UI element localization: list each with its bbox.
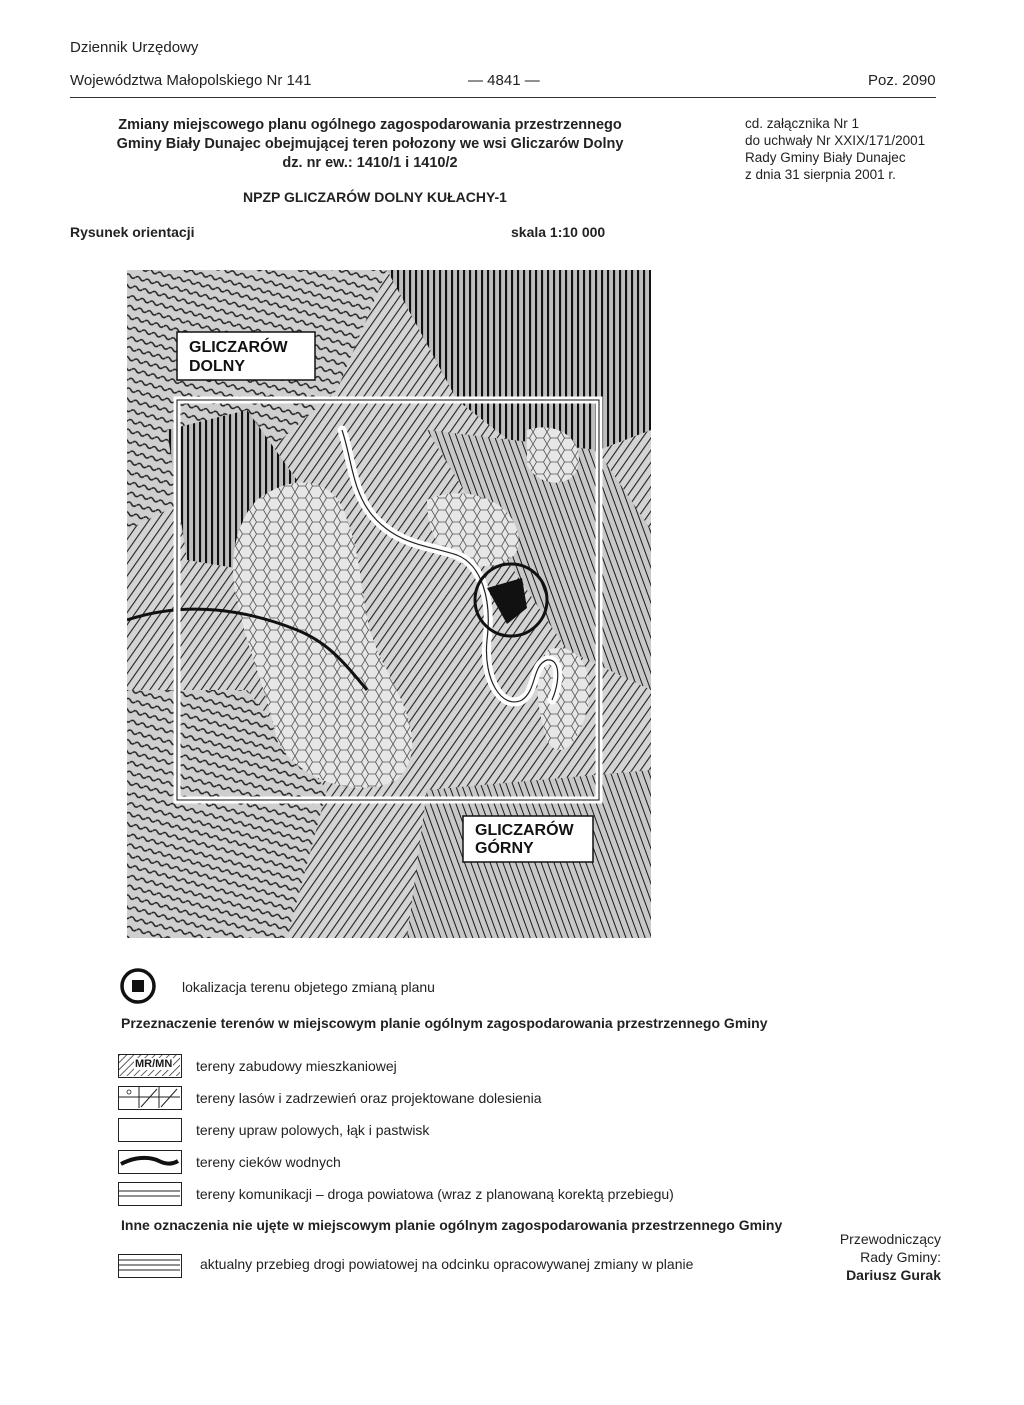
orientation-label: Rysunek orientacji xyxy=(70,224,195,240)
attachment-line-1: cd. załącznika Nr 1 xyxy=(745,116,860,131)
position-number: Poz. 2090 xyxy=(868,72,936,89)
attachment-line-4: z dnia 31 sierpnia 2001 r. xyxy=(745,167,896,182)
map-label-gliczarow-dolny xyxy=(189,338,288,376)
watercourse-swatch-icon xyxy=(118,1150,182,1174)
signature-name: Dariusz Gurak xyxy=(846,1267,941,1283)
signature-title: Przewodniczący xyxy=(839,1231,941,1247)
map-label-top-line-2: DOLNY xyxy=(189,358,245,375)
legend-item-road: tereny komunikacji – droga powiatowa (wraz z planowaną korektą przebiegu) xyxy=(196,1186,674,1202)
orientation-map xyxy=(127,270,651,938)
title-line-1: Zmiany miejscowego planu ogólnego zagospodarowania przestrzennego xyxy=(118,117,622,133)
location-legend-text: lokalizacja terenu objetego zmianą planu xyxy=(182,979,435,995)
page-number: — 4841 — xyxy=(468,72,540,89)
signature-council: Rady Gminy: xyxy=(860,1249,941,1265)
document-title xyxy=(90,116,650,173)
legend-item-fields: tereny upraw polowych, łąk i pastwisk xyxy=(196,1122,430,1138)
current-road-swatch-icon xyxy=(118,1254,182,1278)
legend-item-residential: tereny zabudowy mieszkaniowej xyxy=(196,1058,397,1074)
journal-voivodeship: Województwa Małopolskiego Nr 141 xyxy=(70,72,312,89)
scale-label: skala 1:10 000 xyxy=(511,224,606,240)
attachment-reference xyxy=(745,115,925,183)
plan-code: NPZP GLICZARÓW DOLNY KUŁACHY-1 xyxy=(243,189,507,205)
legend-section-1-heading: Przeznaczenie terenów w miejscowym planie ogólnym zagospodarowania przestrzennego Gminy xyxy=(121,1015,768,1031)
legend-item-forest: tereny lasów i zadrzewień oraz projektowane dolesienia xyxy=(196,1090,542,1106)
zone-code-label: MR/MN xyxy=(135,1058,173,1070)
fields-swatch-icon xyxy=(118,1118,182,1142)
residential-swatch-icon xyxy=(118,1054,182,1078)
attachment-line-2: do uchwały Nr XXIX/171/2001 xyxy=(745,133,926,148)
header-rule xyxy=(70,97,936,98)
map-label-bottom-line-1: GLICZARÓW xyxy=(475,822,574,839)
road-swatch-icon xyxy=(118,1182,182,1206)
legend-item-current-road: aktualny przebieg drogi powiatowej na odcinku opracowywanej zmiany w planie xyxy=(200,1256,694,1272)
title-line-2: Gminy Biały Dunajec obejmującej teren połozony we wsi Gliczarów Dolny xyxy=(116,136,624,152)
legend-item-watercourse: tereny cieków wodnych xyxy=(196,1154,341,1170)
signature-block xyxy=(790,1230,941,1284)
map-label-gliczarow-gorny xyxy=(475,822,574,858)
map-label-top-line-1: GLICZARÓW xyxy=(189,339,288,356)
journal-name: Dziennik Urzędowy xyxy=(70,39,199,56)
location-symbol-icon xyxy=(119,967,157,1005)
title-line-3: dz. nr ew.: 1410/1 i 1410/2 xyxy=(282,155,458,171)
map-label-bottom-line-2: GÓRNY xyxy=(475,840,534,857)
legend-section-2-heading: Inne oznaczenia nie ujęte w miejscowym planie ogólnym zagospodarowania przestrzennego Gminy xyxy=(121,1217,783,1233)
attachment-line-3: Rady Gminy Biały Dunajec xyxy=(745,150,906,165)
forest-swatch-icon xyxy=(118,1086,182,1110)
